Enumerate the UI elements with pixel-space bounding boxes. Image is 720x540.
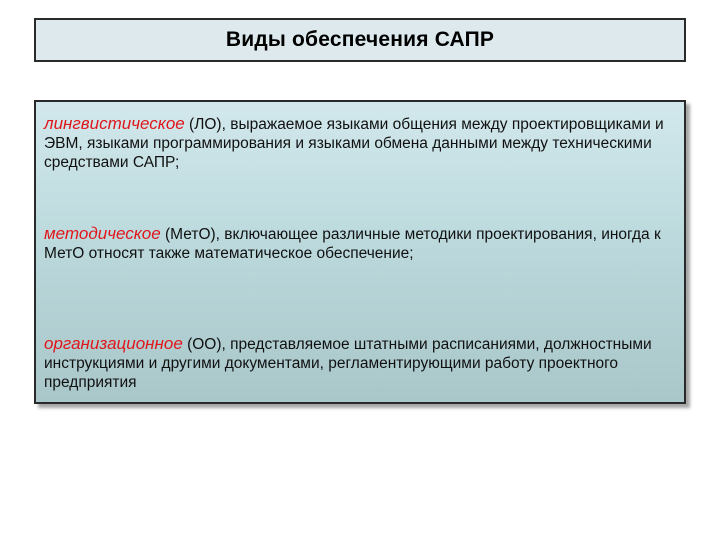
slide-title-box [34,18,686,62]
term-methodical: методическое [44,224,161,243]
content-box [34,100,686,404]
list-item-linguistic [44,114,674,172]
list-item-methodical [44,224,674,263]
term-linguistic: лингвистическое [44,114,185,133]
description-organizational: (ОО), представляемое штатными расписаниями, должностными инструкциями и другими документами, регламентирующими работу проектного предприятия [44,336,652,391]
term-organizational: организационное [44,334,183,353]
description-methodical: (МетО), включающее различные методики проектирования, иногда к МетО относят также математическое обеспечение; [44,226,661,262]
list-item-organizational [44,334,674,392]
description-linguistic: (ЛО), выражаемое языками общения между проектировщиками и ЭВМ, языками программирования и языками обмена данными между техническими средствами САПР; [44,116,664,171]
slide-title: Виды обеспечения САПР [225,28,495,51]
